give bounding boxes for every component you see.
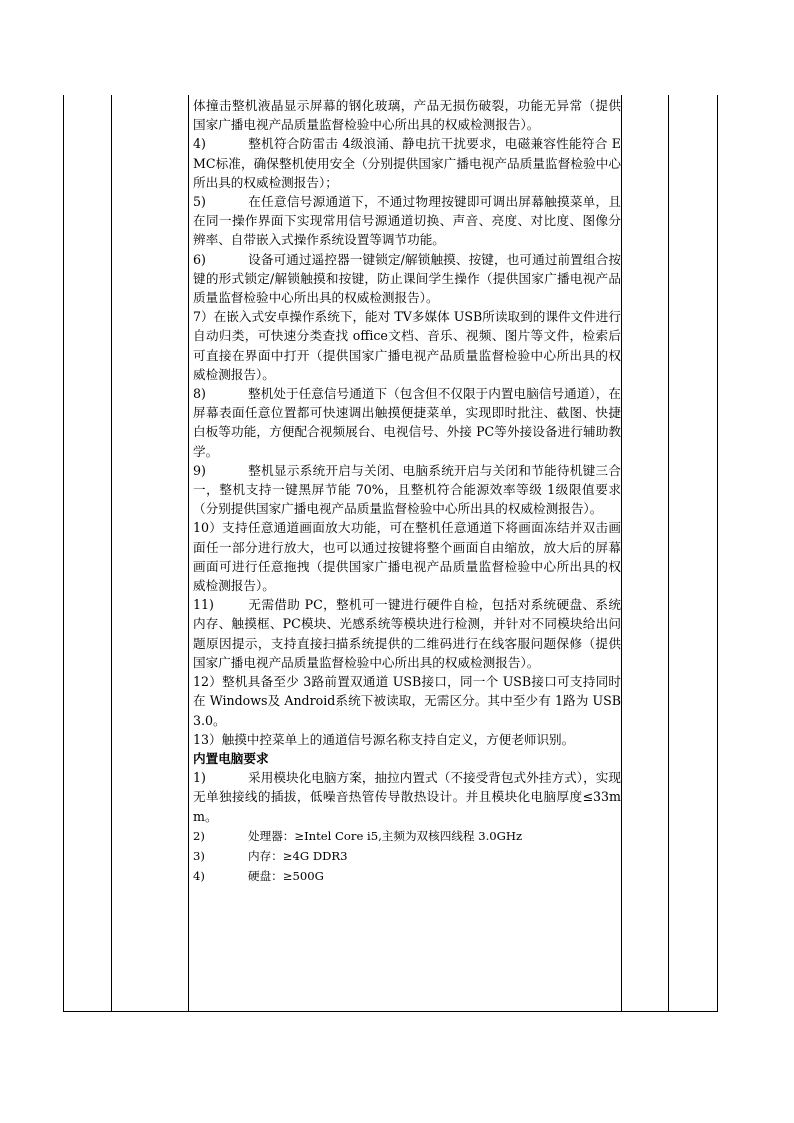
spec-paragraph: 体撞击整机液晶显示屏幕的钢化玻璃，产品无损伤破裂，功能无异常（提供国家广播电视产品质量监督检验中心所出具的权威检测报告）。 bbox=[193, 98, 621, 133]
item-number: 1) bbox=[193, 770, 206, 786]
pc-item-3: 3) 内存：≥4G DDR3 bbox=[193, 846, 621, 866]
column-divider-4 bbox=[668, 95, 669, 1012]
spec-item-7: 7）在嵌入式安卓操作系统下，能对 TV多媒体 USB所读取到的课件文件进行自动归类，可快速分类查找 office文档、音乐、视频、图片等文件，检索后可直接在界面中打开（提供国家广播电视产品质量监督检验中心所出具的权威检测报告）。 bbox=[193, 309, 621, 382]
item-number: 4) bbox=[193, 868, 205, 883]
item-number: 9) bbox=[193, 462, 206, 478]
spec-item-12: 12）整机具备至少 3路前置双通道 USB接口，同一个 USB接口可支持同时在 Windows及 Android系统下被读取，无需区分。其中至少有 1路为 USB3.0。 bbox=[193, 674, 621, 728]
item-number: 6) bbox=[193, 251, 206, 267]
column-divider-2 bbox=[188, 95, 189, 1012]
spec-item-13: 13）触摸中控菜单上的通道信号源名称支持自定义，方便老师识别。 bbox=[193, 731, 575, 747]
spec-item-4: 4) 整机符合防雷击 4级浪涌、静电抗干扰要求，电磁兼容性能符合 EMC标准，确保整机使用安全（分别提供国家广播电视产品质量监督检验中心所出具的权威检测报告）； bbox=[193, 136, 621, 190]
spec-table bbox=[63, 95, 718, 1012]
table-border-left bbox=[63, 95, 64, 1012]
spec-content-cell bbox=[193, 96, 621, 886]
pc-item-2: 2) 处理器：≥Intel Core i5,主频为双核四线程 3.0GHz bbox=[193, 826, 621, 846]
spec-item-5: 5) 在任意信号源通道下，不通过物理按键即可调出屏幕触摸菜单，且在同一操作界面下实现常用信号源通道切换、声音、亮度、对比度、图像分辨率、自带嵌入式操作系统设置等调节功能。 bbox=[193, 194, 621, 248]
item-number: 8) bbox=[193, 386, 206, 402]
column-divider-3 bbox=[621, 95, 622, 1012]
spec-item-9: 9) 整机显示系统开启与关闭、电脑系统开启与关闭和节能待机键三合一，整机支持一键黑屏节能 70%，且整机符合能源效率等级 1级限值要求（分别提供国家广播电视产品质量监督检验中心所出具的权威检测报告）。 bbox=[193, 462, 621, 517]
column-divider-1 bbox=[111, 95, 112, 1012]
item-number: 4) bbox=[193, 136, 206, 152]
spec-item-6: 6) 设备可通过遥控器一键锁定/解锁触摸、按键，也可通过前置组合按键的形式锁定/解锁触摸和按键，防止课间学生操作（提供国家广播电视产品质量监督检验中心所出具的权威检测报告）。 bbox=[193, 251, 621, 306]
item-number: 2) bbox=[193, 828, 205, 843]
spec-item-11: 11) 无需借助 PC，整机可一键进行硬件自检，包括对系统硬盘、系统内存、触摸框、PC模块、光感系统等模块进行检测，并针对不同模块给出问题原因提示，支持直接扫描系统提供的二维码进行在线客服问题保修（提供国家广播电视产品质量监督检验中心所出具的权威检测报告）。 bbox=[193, 597, 621, 670]
item-number: 11) bbox=[193, 597, 214, 613]
item-number: 3) bbox=[193, 848, 205, 863]
spec-item-10: 10）支持任意通道画面放大功能，可在整机任意通道下将画面冻结并双击画面任一部分进行放大，也可以通过按键将整个画面自由缩放，放大后的屏幕画面可进行任意拖拽（提供国家广播电视产品质量监督检验中心所出具的权威检测报告）。 bbox=[193, 520, 621, 594]
spec-item-8: 8) 整机处于任意信号通道下（包含但不仅限于内置电脑信号通道），在屏幕表面任意位置都可快速调出触摸便捷菜单，实现即时批注、截图、快捷白板等功能，方便配合视频展台、电视信号、外接 PC等外接设备进行辅助教学。 bbox=[193, 386, 621, 459]
section-heading-built-in-pc: 内置电脑要求 bbox=[193, 750, 269, 766]
pc-item-4: 4) 硬盘：≥500G bbox=[193, 866, 621, 886]
pc-item-1: 1) 采用模块化电脑方案，抽拉内置式（不接受背包式外挂方式），实现无单独接线的插拔，低噪音热管传导散热设计。并且模块化电脑厚度≤33mm。 bbox=[193, 770, 621, 824]
table-border-bottom bbox=[63, 1011, 718, 1012]
table-border-right bbox=[717, 95, 718, 1012]
item-number: 5) bbox=[193, 194, 206, 210]
